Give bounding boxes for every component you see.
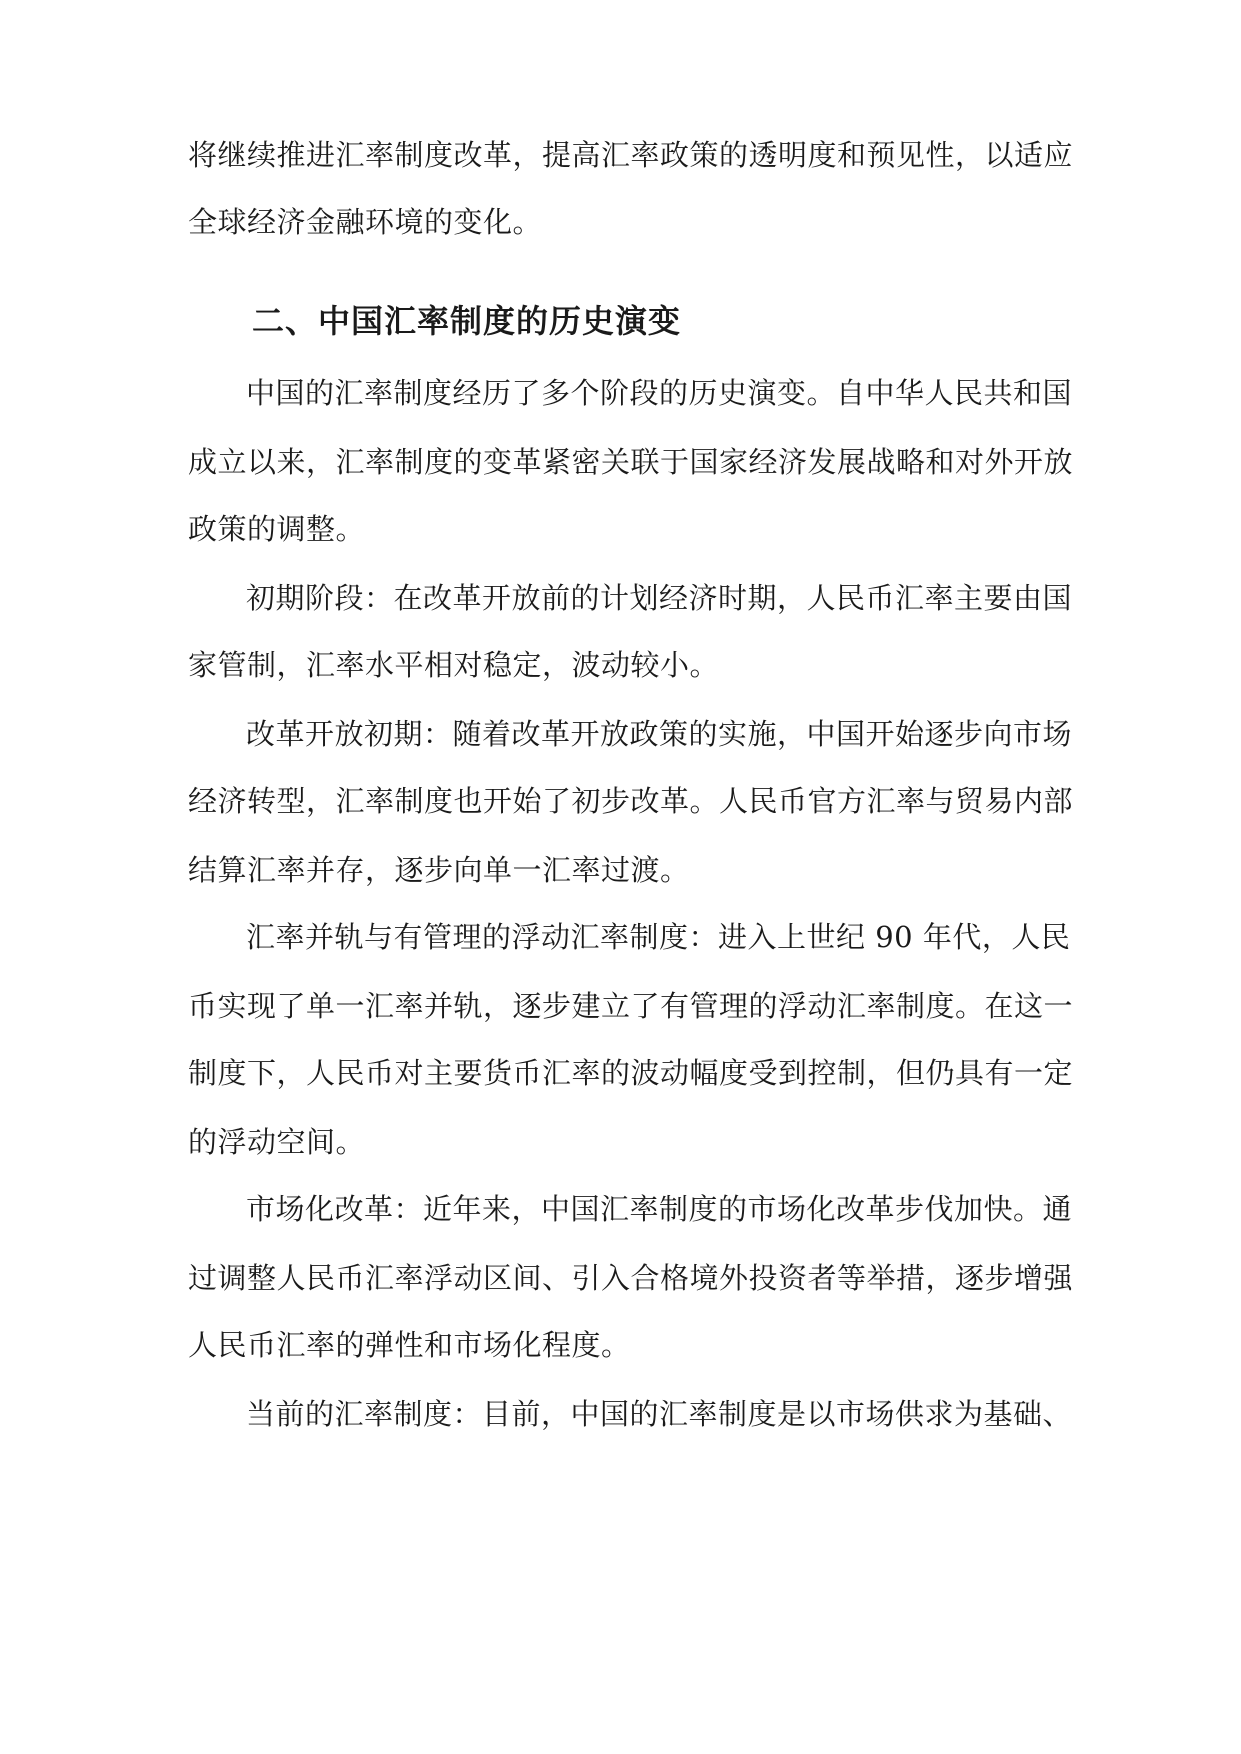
body-text-line: 币实现了单一汇率并轨，逐步建立了有管理的浮动汇率制度。在这一 bbox=[188, 989, 1074, 1023]
body-text-line: 成立以来，汇率制度的变革紧密关联于国家经济发展战略和对外开放 bbox=[188, 445, 1074, 479]
body-text-line: 结算汇率并存，逐步向单一汇率过渡。 bbox=[188, 853, 690, 887]
body-text-line: 制度下，人民币对主要货币汇率的波动幅度受到控制，但仍具有一定 bbox=[188, 1056, 1074, 1090]
body-text-line: 家管制，汇率水平相对稳定，波动较小。 bbox=[188, 648, 720, 682]
body-text-line: 将继续推进汇率制度改革，提高汇率政策的透明度和预见性，以适应 bbox=[188, 138, 1074, 172]
paragraph-first-line: 改革开放初期：随着改革开放政策的实施，中国开始逐步向市场 bbox=[246, 717, 1073, 751]
body-text-line: 政策的调整。 bbox=[188, 512, 366, 546]
paragraph-first-line: 初期阶段：在改革开放前的计划经济时期，人民币汇率主要由国 bbox=[246, 581, 1073, 615]
paragraph-first-line: 汇率并轨与有管理的浮动汇率制度：进入上世纪 90 年代，人民 bbox=[246, 920, 1071, 954]
paragraph-first-line: 市场化改革：近年来，中国汇率制度的市场化改革步伐加快。通 bbox=[246, 1192, 1073, 1226]
body-text-line: 人民币汇率的弹性和市场化程度。 bbox=[188, 1328, 631, 1362]
body-text-line: 过调整人民币汇率浮动区间、引入合格境外投资者等举措，逐步增强 bbox=[188, 1261, 1074, 1295]
section-heading: 二、中国汇率制度的历史演变 bbox=[252, 302, 682, 340]
paragraph-first-line: 当前的汇率制度：目前，中国的汇率制度是以市场供求为基础、 bbox=[246, 1397, 1073, 1431]
body-text-line: 全球经济金融环境的变化。 bbox=[188, 205, 543, 239]
body-text-line: 的浮动空间。 bbox=[188, 1125, 366, 1159]
body-text-line: 经济转型，汇率制度也开始了初步改革。人民币官方汇率与贸易内部 bbox=[188, 784, 1074, 818]
paragraph-first-line: 中国的汇率制度经历了多个阶段的历史演变。自中华人民共和国 bbox=[246, 376, 1073, 410]
